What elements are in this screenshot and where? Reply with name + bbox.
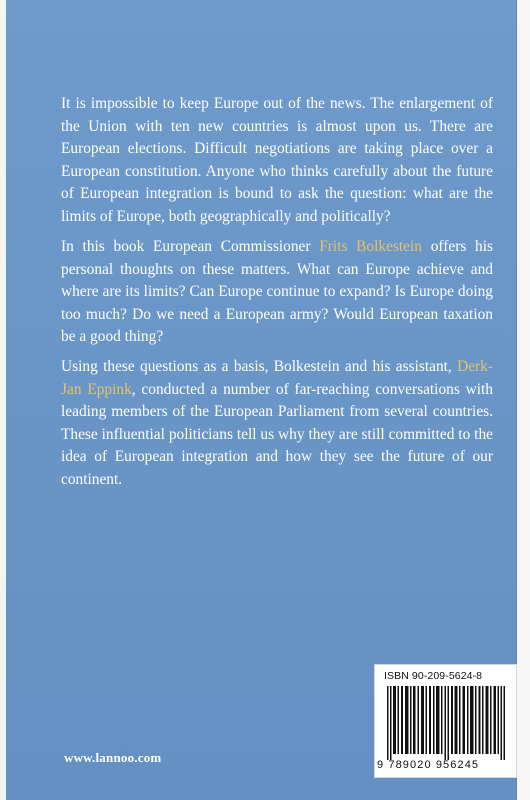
publisher-url: www.lannoo.com [64,750,162,765]
blurb-paragraph-3-text-end: , conducted a number of far-reaching conversations with leading members of the European Parliament from several countries. These influential politicians tell us why they are still committed to the idea of European integration and how they see the future of our continent. [61,380,493,488]
ean-number: 9 789020 956245 [377,759,480,771]
author-name-highlight: Frits Bolkestein [319,238,422,255]
blurb-paragraph-3 [61,356,493,492]
isbn-barcode-panel [374,664,517,778]
isbn-label: ISBN 90-209-5624-8 [384,670,483,682]
blurb-paragraph-1-text: It is impossible to keep Europe out of the news. The enlargement of the Union with ten new countries is almost upon us. There are European elections. Difficult negotiations are taking place over a European constitution. Anyone who thinks carefully about the future of European integration is bound to ask the question: what are the limits of Europe, both geographically and politically? [61,95,493,225]
back-cover [6,0,517,800]
coauthor-name-highlight: Derk-Jan Eppink [61,358,493,398]
blurb-paragraph-1 [61,93,493,229]
blurb-paragraph-3-text-start: Using these questions as a basis, Bolkestein and his assistant, [61,358,458,375]
blurb-paragraph-2-text-end: offers his personal thoughts on these matters. What can Europe achieve and where are its limits? Can Europe continue to expand? Is Europe doing too much? Do we need a European army? Would European taxation be a good thing? [61,238,493,346]
blurb-paragraph-2 [61,236,493,349]
barcode-icon [387,686,507,760]
blurb-paragraph-2-text-start: In this book European Commissioner [61,238,320,255]
